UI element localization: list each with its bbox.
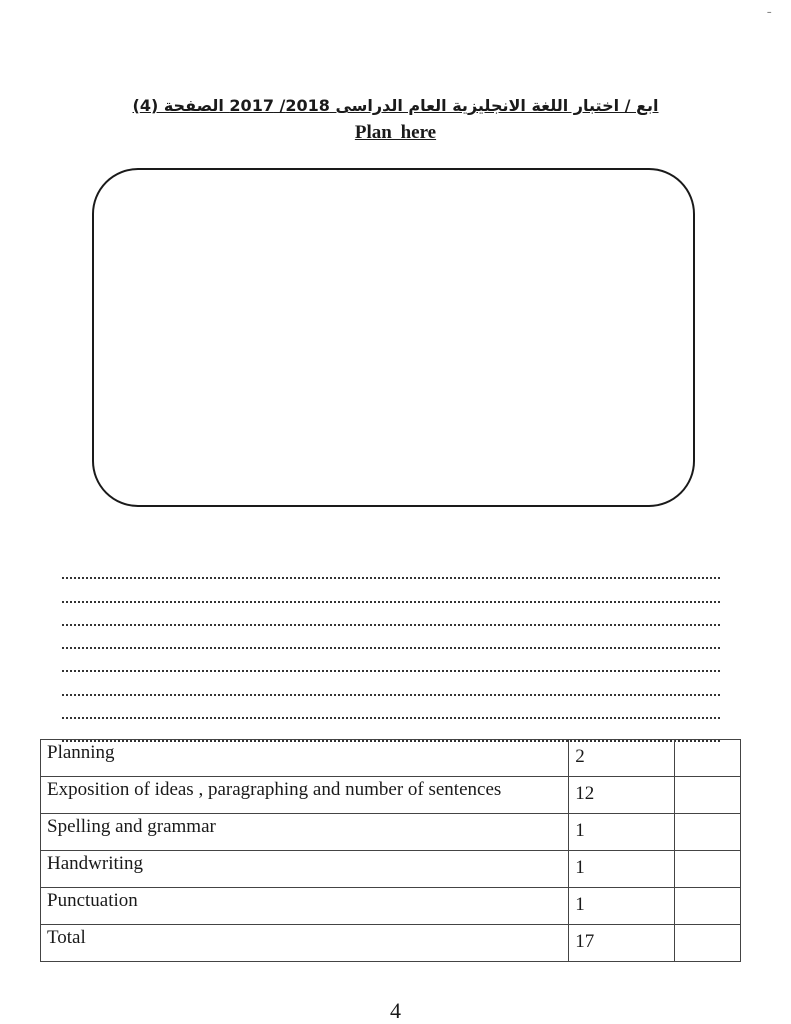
criterion-cell: Planning xyxy=(41,740,569,777)
writing-line[interactable] xyxy=(62,626,720,649)
page-number: 4 xyxy=(390,998,401,1023)
marks-cell: 12 xyxy=(569,777,675,814)
table-row xyxy=(41,740,741,777)
score-cell[interactable] xyxy=(675,888,741,925)
marks-cell: 1 xyxy=(569,888,675,925)
writing-line[interactable] xyxy=(62,649,720,672)
writing-line[interactable] xyxy=(62,672,720,695)
writing-line[interactable] xyxy=(62,579,720,602)
writing-line[interactable] xyxy=(62,556,720,579)
marks-cell: 2 xyxy=(569,740,675,777)
marking-rubric-table xyxy=(40,739,741,962)
score-cell[interactable] xyxy=(675,777,741,814)
page-header-title: ابع / اختبار اللغة الانجليزية العام الدراسى 2018/ 2017 الصفحة (4) xyxy=(132,96,659,115)
score-cell[interactable] xyxy=(675,925,741,962)
score-cell[interactable] xyxy=(675,851,741,888)
criterion-cell: Punctuation xyxy=(41,888,569,925)
table-row xyxy=(41,925,741,962)
table-row xyxy=(41,777,741,814)
corner-mark: ـ xyxy=(767,2,771,16)
criterion-cell: Exposition of ideas , paragraphing and number of sentences xyxy=(41,777,569,814)
criterion-cell: Total xyxy=(41,925,569,962)
writing-line[interactable] xyxy=(62,603,720,626)
table-row xyxy=(41,851,741,888)
marks-cell: 1 xyxy=(569,851,675,888)
score-cell[interactable] xyxy=(675,814,741,851)
table-row xyxy=(41,888,741,925)
table-row xyxy=(41,814,741,851)
criterion-cell: Spelling and grammar xyxy=(41,814,569,851)
writing-line[interactable] xyxy=(62,696,720,719)
score-cell[interactable] xyxy=(675,740,741,777)
plan-label: Plan here xyxy=(354,122,437,143)
marks-cell: 17 xyxy=(569,925,675,962)
marks-cell: 1 xyxy=(569,814,675,851)
writing-lines xyxy=(62,556,720,742)
plan-box[interactable] xyxy=(92,168,695,507)
criterion-cell: Handwriting xyxy=(41,851,569,888)
